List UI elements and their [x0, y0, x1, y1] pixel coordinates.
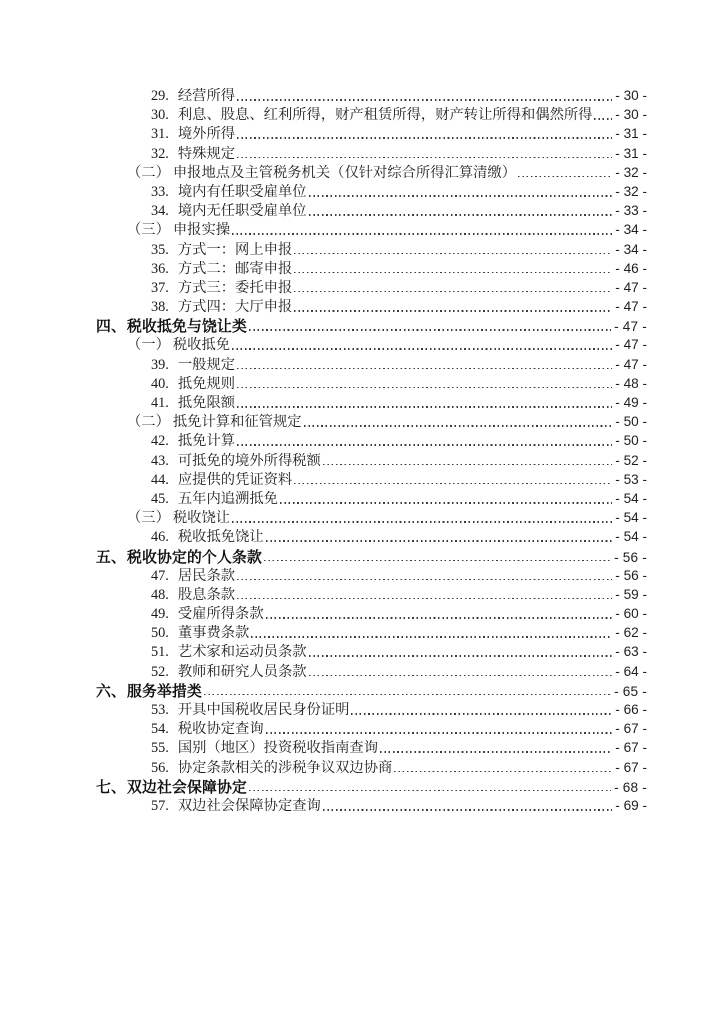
toc-entry-number: 52. — [151, 663, 169, 680]
toc-entry[interactable] — [96, 123, 647, 142]
toc-entry-title: 受雇所得条款 — [177, 606, 264, 623]
toc-entry-number: 48. — [151, 586, 169, 603]
toc-entry-number: 47. — [151, 567, 169, 584]
toc-entry[interactable] — [96, 795, 647, 814]
toc-entry[interactable] — [96, 641, 647, 660]
toc-entry-number: 40. — [151, 375, 169, 392]
toc-entry-page-number: - 56 - — [614, 549, 647, 565]
toc-entry-page-number: - 30 - — [615, 107, 647, 123]
dot-leader — [294, 483, 612, 485]
toc-entry-page-number: - 52 - — [615, 452, 647, 468]
toc-entry-title: 五年内追溯抵免 — [177, 490, 278, 507]
toc-entry-number: 37. — [151, 279, 169, 296]
dot-leader — [351, 713, 612, 715]
toc-entry-title: 协定条款相关的涉税争议双边协商 — [177, 759, 393, 776]
toc-entry-title: 特殊规定 — [177, 145, 236, 162]
toc-entry-page-number: - 64 - — [615, 663, 647, 679]
toc-entry-number: 七、 — [96, 779, 126, 795]
toc-entry-number: 39. — [151, 356, 169, 373]
dot-leader — [237, 137, 612, 139]
toc-entry-page-number: - 56 - — [615, 567, 647, 583]
dot-leader — [251, 636, 612, 638]
toc-entry[interactable] — [96, 219, 647, 238]
toc-entry-page-number: - 31 - — [615, 126, 647, 142]
dot-leader — [232, 521, 612, 523]
toc-entry-number: （三） — [127, 222, 170, 239]
toc-entry-page-number: - 47 - — [615, 337, 647, 353]
dot-leader — [237, 598, 612, 600]
toc-entry-page-number: - 47 - — [615, 299, 647, 315]
toc-entry-number: 36. — [151, 260, 169, 277]
toc-entry-title: 抵免计算和征管规定 — [172, 414, 302, 431]
dot-leader — [237, 444, 612, 446]
toc-entry-page-number: - 53 - — [615, 471, 647, 487]
toc-entry-page-number: - 67 - — [615, 759, 647, 775]
toc-entry-page-number: - 46 - — [615, 260, 647, 276]
toc-entry[interactable] — [96, 411, 647, 430]
toc-entry-title: 方式三：委托申报 — [177, 279, 293, 296]
dot-leader — [237, 368, 612, 370]
toc-entry-title: 居民条款 — [177, 567, 236, 584]
toc-entry-page-number: - 50 - — [615, 414, 647, 430]
toc-entry-title: 教师和研究人员条款 — [177, 663, 307, 680]
toc-entry-number: 45. — [151, 490, 169, 507]
toc-entry[interactable] — [96, 296, 647, 315]
toc-entry-title: 方式二：邮寄申报 — [177, 260, 293, 277]
toc-entry-title: 方式一：网上申报 — [177, 241, 293, 258]
toc-entry-title: 开具中国税收居民身份证明 — [177, 702, 350, 718]
dot-leader — [380, 751, 612, 753]
dot-leader — [204, 694, 611, 696]
dot-leader — [249, 329, 611, 331]
toc-entry[interactable] — [96, 354, 647, 373]
toc-entry-page-number: - 66 - — [615, 702, 647, 717]
toc-entry-page-number: - 31 - — [615, 145, 647, 161]
dot-leader — [232, 233, 612, 235]
toc-entry-page-number: - 48 - — [615, 375, 647, 391]
toc-entry-page-number: - 59 - — [615, 586, 647, 602]
dot-leader — [309, 214, 613, 216]
toc-entry-title: 双边社会保障协定 — [127, 779, 247, 795]
toc-entry[interactable] — [96, 584, 647, 603]
toc-entry[interactable] — [96, 430, 647, 449]
toc-entry[interactable] — [96, 315, 647, 334]
toc-entry-number: 57. — [151, 797, 169, 814]
toc-entry-number: 30. — [151, 107, 169, 124]
toc-entry-title: 抵免计算 — [177, 433, 236, 450]
toc-entry-number: 51. — [151, 644, 169, 661]
toc-entry[interactable] — [96, 546, 647, 565]
dot-leader — [237, 406, 612, 408]
toc-entry-number: 42. — [151, 433, 169, 450]
dot-leader — [309, 675, 613, 677]
toc-entry-page-number: - 60 - — [615, 606, 647, 622]
toc-entry-number: 38. — [151, 299, 169, 316]
dot-leader — [264, 560, 611, 562]
dot-leader — [304, 425, 613, 427]
toc-entry[interactable] — [96, 661, 647, 680]
toc-entry-page-number: - 54 - — [615, 529, 647, 545]
toc-entry-title: 利息、股息、红利所得，财产租赁所得，财产转让所得和偶然所得 — [177, 107, 593, 124]
toc-entry[interactable] — [96, 603, 647, 622]
dot-leader — [280, 502, 612, 504]
toc-entry-title: 国别（地区）投资税收指南查询 — [177, 740, 379, 757]
toc-entry-title: 税收协定查询 — [177, 721, 264, 738]
dot-leader — [266, 732, 613, 734]
toc-entry[interactable] — [96, 143, 647, 162]
toc-entry[interactable] — [96, 718, 647, 737]
dot-leader — [518, 176, 612, 178]
toc-entry[interactable] — [96, 334, 647, 353]
dot-leader — [294, 253, 612, 255]
toc-entry-title: 税收饶让 — [172, 510, 231, 527]
toc-entry-title: 艺术家和运动员条款 — [177, 644, 307, 661]
toc-entry-number: 50. — [151, 625, 169, 642]
toc-entry-title: 抵免限额 — [177, 395, 236, 411]
toc-entry-title: 应提供的凭证资料 — [177, 471, 293, 488]
toc-entry-title: 申报实操 — [172, 222, 231, 239]
toc-entry-page-number: - 34 - — [615, 222, 647, 238]
toc-entry-title: 税收抵免 — [172, 337, 231, 354]
toc-entry[interactable] — [96, 200, 647, 219]
toc-entry-page-number: - 67 - — [615, 740, 647, 756]
toc-entry-page-number: - 68 - — [614, 779, 647, 795]
toc-entry-title: 经营所得 — [177, 88, 236, 104]
toc-entry-page-number: - 65 - — [614, 683, 647, 699]
toc-entry-page-number: - 69 - — [615, 797, 647, 813]
toc-entry-number: 49. — [151, 606, 169, 623]
toc-entry-title: 境内有任职受雇单位 — [177, 183, 307, 200]
toc-entry-page-number: - 47 - — [615, 279, 647, 295]
toc-entry-title: 申报地点及主管税务机关（仅针对综合所得汇算清缴） — [172, 164, 517, 181]
dot-leader — [249, 790, 611, 792]
toc-entry-title: 董事费条款 — [177, 625, 250, 642]
toc-entry-title: 服务举措类 — [127, 683, 202, 699]
toc-entry[interactable] — [96, 258, 647, 277]
toc-entry[interactable] — [96, 450, 647, 469]
toc-entry-page-number: - 49 - — [615, 395, 647, 410]
toc-entry[interactable] — [96, 757, 647, 776]
toc-entry[interactable] — [96, 469, 647, 488]
toc-entry-number: 43. — [151, 452, 169, 469]
toc-entry-title: 境外所得 — [177, 126, 236, 143]
toc-entry-title: 抵免规则 — [177, 375, 236, 392]
toc-entry-page-number: - 47 - — [615, 356, 647, 372]
toc-entry-page-number: - 32 - — [615, 164, 647, 180]
toc-entry[interactable] — [96, 85, 647, 104]
toc-entry-number: 五、 — [96, 549, 126, 565]
dot-leader — [237, 157, 612, 159]
toc-entry[interactable] — [96, 488, 647, 507]
toc-entry-number: （二） — [127, 414, 170, 431]
toc-entry[interactable] — [96, 507, 647, 526]
toc-entry-page-number: - 32 - — [615, 183, 647, 199]
dot-leader — [266, 540, 613, 542]
toc-entry-number: 29. — [151, 88, 169, 104]
toc-entry-title: 境内无任职受雇单位 — [177, 203, 307, 220]
toc-entry[interactable] — [96, 239, 647, 258]
dot-leader — [323, 809, 612, 811]
toc-entry-number: 31. — [151, 126, 169, 143]
toc-entry[interactable] — [96, 104, 647, 123]
toc-entry-number: （二） — [127, 164, 170, 181]
toc-entry-number: 35. — [151, 241, 169, 258]
dot-leader — [309, 195, 613, 197]
toc-entry[interactable] — [96, 277, 647, 296]
dot-leader — [309, 655, 613, 657]
toc-entry-number: 34. — [151, 203, 169, 220]
toc-entry-title: 股息条款 — [177, 586, 236, 603]
toc-entry[interactable] — [96, 526, 647, 545]
toc-entry-title: 税收抵免与饶让类 — [127, 319, 247, 335]
toc-entry-page-number: - 63 - — [615, 644, 647, 660]
toc-entry[interactable] — [96, 162, 647, 181]
toc-entry-title: 一般规定 — [177, 356, 236, 373]
toc-entry-title: 税收协定的个人条款 — [127, 549, 262, 565]
dot-leader — [323, 464, 612, 466]
toc-entry-number: 六、 — [96, 683, 126, 699]
toc-entry-title: 双边社会保障协定查询 — [177, 797, 321, 814]
toc-entry-page-number: - 54 - — [615, 510, 647, 526]
toc-entry-page-number: - 34 - — [615, 241, 647, 257]
dot-leader — [294, 310, 612, 312]
toc-entry-number: （三） — [127, 510, 170, 527]
toc-entry[interactable] — [96, 699, 647, 718]
dot-leader — [237, 99, 612, 101]
toc-entry-title: 税收抵免饶让 — [177, 529, 264, 546]
toc-entry-page-number: - 67 - — [615, 721, 647, 737]
toc-entry-title: 方式四：大厅申报 — [177, 299, 293, 316]
toc-entry[interactable] — [96, 392, 647, 411]
toc-entry[interactable] — [96, 622, 647, 641]
toc-entry[interactable] — [96, 565, 647, 584]
toc-entry[interactable] — [96, 373, 647, 392]
dot-leader — [237, 387, 612, 389]
toc-entry-number: （一） — [127, 337, 170, 354]
toc-entry-number: 55. — [151, 740, 169, 757]
toc-entry-page-number: - 62 - — [615, 625, 647, 641]
toc-entry[interactable] — [96, 680, 647, 699]
dot-leader — [294, 272, 612, 274]
toc-entry-number: 56. — [151, 759, 169, 776]
toc-entry-number: 46. — [151, 529, 169, 546]
toc-entry[interactable] — [96, 181, 647, 200]
toc-entry-number: 四、 — [96, 319, 126, 335]
toc-entry-page-number: - 30 - — [615, 88, 647, 103]
table-of-contents — [96, 85, 647, 814]
dot-leader — [394, 771, 612, 773]
dot-leader — [266, 617, 613, 619]
toc-entry-page-number: - 33 - — [615, 203, 647, 219]
toc-entry-number: 54. — [151, 721, 169, 738]
toc-entry-number: 33. — [151, 183, 169, 200]
toc-entry-page-number: - 54 - — [615, 490, 647, 506]
dot-leader — [237, 579, 612, 581]
dot-leader — [594, 118, 612, 120]
toc-entry-number: 53. — [151, 702, 169, 718]
toc-entry[interactable] — [96, 776, 647, 795]
toc-entry-number: 32. — [151, 145, 169, 162]
dot-leader — [232, 348, 612, 350]
toc-entry-title: 可抵免的境外所得税额 — [177, 452, 321, 469]
toc-entry-page-number: - 47 - — [614, 319, 647, 335]
toc-entry-number: 44. — [151, 471, 169, 488]
toc-entry-number: 41. — [151, 395, 169, 411]
dot-leader — [294, 291, 612, 293]
toc-entry-page-number: - 50 - — [615, 433, 647, 449]
toc-entry[interactable] — [96, 737, 647, 756]
